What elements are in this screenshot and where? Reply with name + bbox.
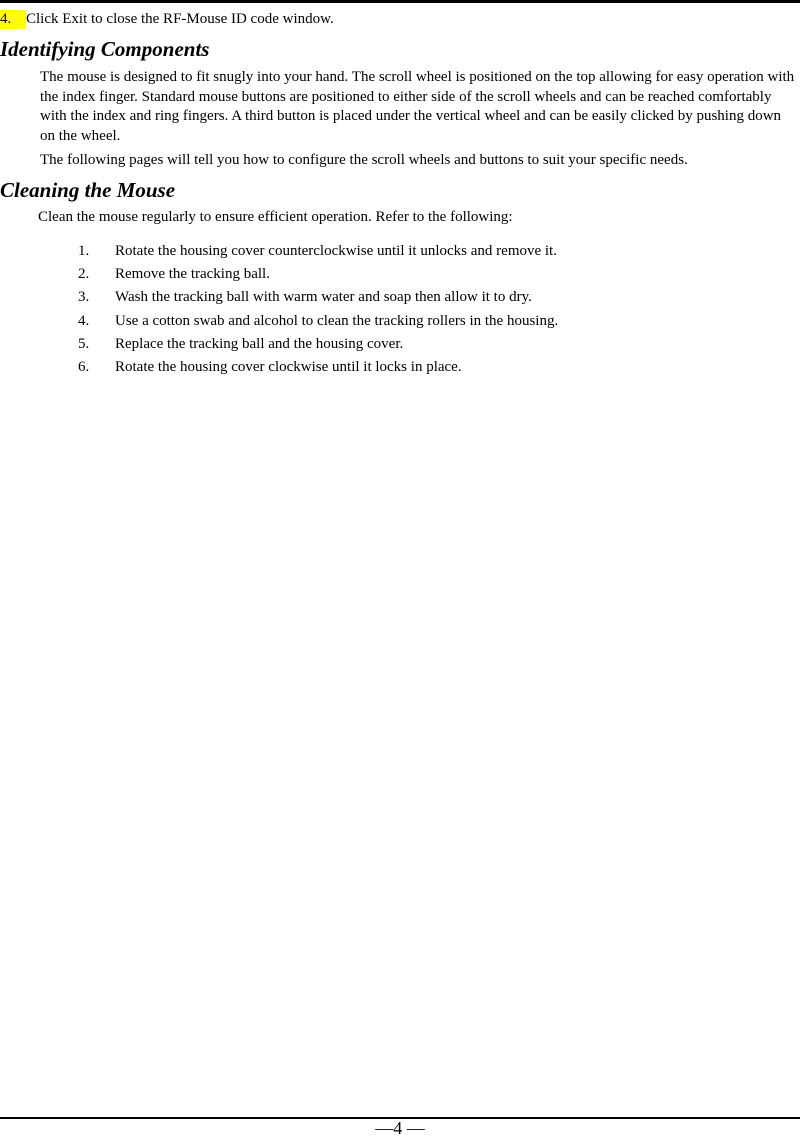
step-text: Rotate the housing cover counterclockwise until it unlocks and remove it. [115, 243, 557, 259]
intro-step-text: Click Exit to close the RF-Mouse ID code window. [26, 11, 334, 27]
cleaning-intro: Clean the mouse regularly to ensure efficient operation. Refer to the following: [38, 209, 513, 225]
cleaning-step [78, 240, 558, 263]
step-text: Rotate the housing cover clockwise until it locks in place. [115, 358, 462, 375]
cleaning-heading: Cleaning the Mouse [0, 178, 176, 202]
cleaning-step [78, 263, 558, 286]
page-number: —4 — [375, 1118, 425, 1138]
cleaning-step [78, 310, 558, 333]
cleaning-step [78, 356, 558, 379]
step-number: 2. [78, 266, 90, 283]
intro-step-number: 4. [0, 10, 26, 29]
step-text: Wash the tracking ball with warm water and soap then allow it to dry. [115, 289, 532, 306]
cleaning-step [78, 333, 558, 356]
step-text: Replace the tracking ball and the housing cover. [115, 335, 404, 352]
step-text: Use a cotton swab and alcohol to clean the tracking rollers in the housing. [115, 312, 559, 329]
cleaning-steps-list [78, 240, 558, 379]
step-number: 3. [78, 289, 90, 306]
step-text: Remove the tracking ball. [115, 266, 270, 283]
step-number: 6. [78, 358, 90, 375]
intro-step [0, 10, 334, 29]
identifying-paragraph-1: The mouse is designed to fit snugly into your hand. The scroll wheel is positioned on the top allowing for easy operation with the index finger. Standard mouse buttons are positioned to either side of the scroll wheels and can be reached comfortably with the index and ring fingers. A third button is placed under the vertical wheel and can be easily clicked by pushing down on the wheel. [40, 69, 795, 144]
step-number: 1. [78, 243, 90, 259]
cleaning-step [78, 286, 558, 309]
step-number: 4. [78, 312, 90, 329]
identifying-components-heading: Identifying Components [0, 37, 210, 61]
identifying-paragraph-2: The following pages will tell you how to configure the scroll wheels and buttons to suit your specific needs. [40, 152, 688, 168]
top-rule [0, 0, 800, 3]
step-number: 5. [78, 335, 90, 352]
